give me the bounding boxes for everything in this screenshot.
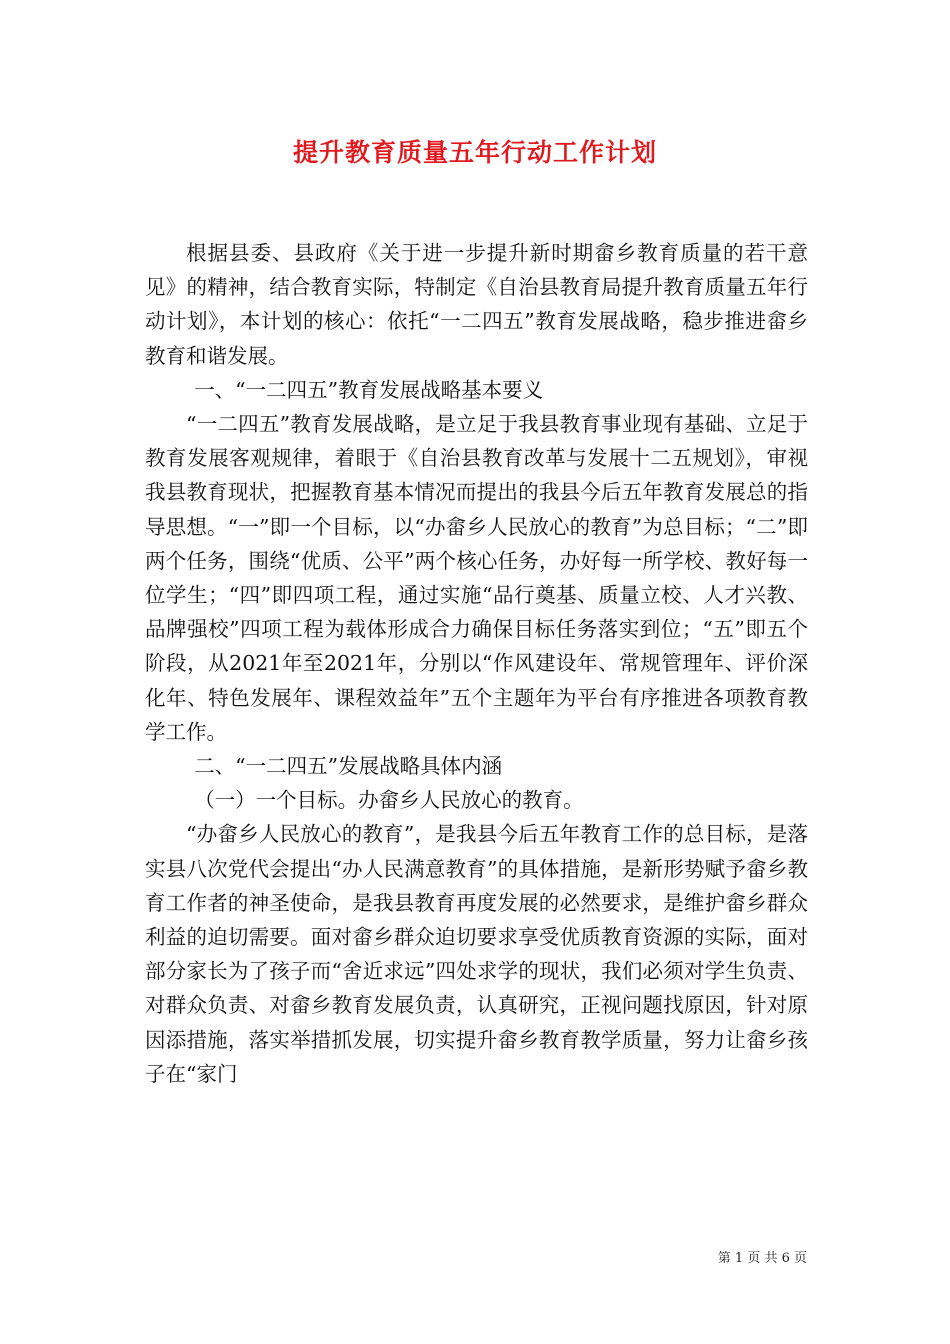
document-body: [145, 236, 808, 1091]
section-heading-1: 一、“一二四五”教育发展战略基本要义: [194, 377, 544, 402]
document-title: 提升教育质量五年行动工作计划: [292, 138, 657, 167]
subsection-heading-1: （一）一个目标。办畲乡人民放心的教育。: [194, 788, 584, 813]
page-number: 第 1 页 共 6 页: [717, 1251, 807, 1266]
paragraph-goal: “办畲乡人民放心的教育”，是我县今后五年教育工作的总目标，是落实县八次党代会提出“办人民满意教育”的具体措施，是新形势赋予畲乡教育工作者的神圣使命，是我县教育再度发展的必然要求，是维护畲乡群众利益的迫切需要。面对畲乡群众迫切要求享受优质教育资源的实际，面对部分家长为了孩子而“舍近求远”四处求学的现状，我们必须对学生负责、对群众负责、对畲乡教育发展负责，认真研究，正视问题找原因，针对原因添措施，落实举措抓发展，切实提升畲乡教育教学质量，努力让畲乡孩子在“家门: [145, 822, 808, 1086]
paragraph-strategy: “一二四五”教育发展战略，是立足于我县教育事业现有基础、立足于教育发展客观规律，着眼于《自治县教育改革与发展十二五规划》，审视我县教育现状，把握教育基本情况而提出的我县今后五年教育发展总的指导思想。“一”即一个目标，以“办畲乡人民放心的教育”为总目标；“二”即两个任务，围绕“优质、公平”两个核心任务，办好每一所学校、教好每一位学生；“四”即四项工程，通过实施“品行奠基、质量立校、人才兴教、品牌强校”四项工程为载体形成合力确保目标任务落实到位；“五”即五个阶段，从2021年至2021年，分别以“作风建设年、常规管理年、评价深化年、特色发展年、课程效益年”五个主题年为平台有序推进各项教育教学工作。: [145, 412, 808, 744]
paragraph-intro: 根据县委、县政府《关于进一步提升新时期畲乡教育质量的若干意见》的精神，结合教育实际，特制定《自治县教育局提升教育质量五年行动计划》，本计划的核心：依托“一二四五”教育发展战略，稳步推进畲乡教育和谐发展。: [145, 241, 808, 368]
section-heading-2: 二、“一二四五”发展战略具体内涵: [194, 754, 503, 779]
